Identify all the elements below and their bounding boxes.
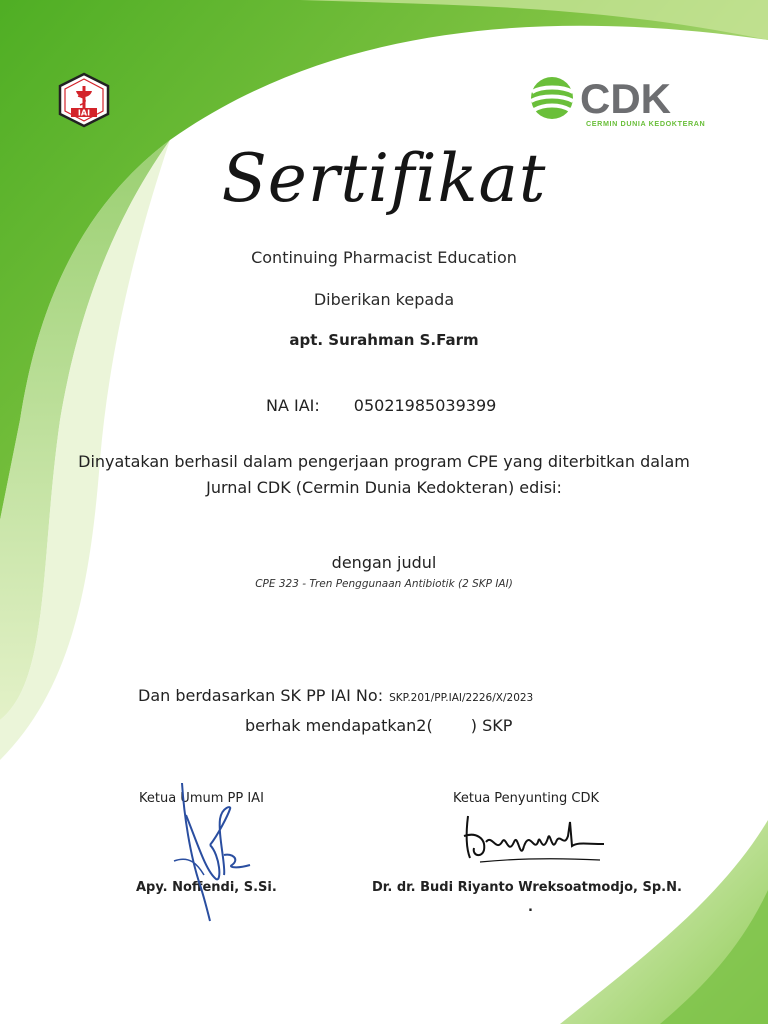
skp-prefix: berhak mendapatkan xyxy=(245,716,417,735)
na-iai-label: NA IAI: xyxy=(266,396,320,415)
signatory-2-role: Ketua Penyunting CDK xyxy=(453,791,600,806)
cdk-globe-icon xyxy=(528,72,718,134)
iai-logo xyxy=(56,72,112,128)
skp-suffix: SKP xyxy=(482,716,513,735)
cdk-logo xyxy=(528,72,718,134)
statement-line-2: Jurnal CDK (Cermin Dunia Kedokteran) edisi: xyxy=(206,478,562,497)
certificate-subtitle: Continuing Pharmacist Education xyxy=(251,248,517,267)
statement-text xyxy=(0,449,768,501)
sk-label: Dan berdasarkan SK PP IAI No: xyxy=(138,686,384,705)
na-iai-row xyxy=(266,396,496,415)
signature-2-image xyxy=(460,812,610,872)
with-title-label: dengan judul xyxy=(331,553,437,572)
na-iai-number: 05021985039399 xyxy=(353,396,497,415)
skp-close-paren: ) xyxy=(470,716,477,735)
signature-1-image xyxy=(170,775,260,925)
signatory-2-name: Dr. dr. Budi Riyanto Wreksoatmodjo, Sp.N. xyxy=(372,880,682,895)
svg-text:CDK: CDK xyxy=(580,75,671,122)
certificate-title: Sertifikat xyxy=(221,140,547,217)
iai-emblem-icon xyxy=(56,72,112,128)
recipient-name: apt. Surahman S.Farm xyxy=(289,331,479,349)
cpe-title: CPE 323 - Tren Penggunaan Antibiotik (2 SKP IAI) xyxy=(255,578,513,590)
skp-value: 2 xyxy=(416,716,427,735)
skp-row xyxy=(245,716,512,735)
signatory-1-name: Apy. Noffendi, S.Si. xyxy=(136,880,277,895)
svg-text:IAI: IAI xyxy=(77,108,91,118)
sk-number: SKP.201/PP.IAI/2226/X/2023 xyxy=(389,692,534,704)
skp-open-paren: ( xyxy=(426,716,433,735)
given-to-label: Diberikan kepada xyxy=(313,290,455,309)
sk-row xyxy=(138,686,533,705)
signatory-1-role: Ketua Umum PP IAI xyxy=(139,791,264,806)
svg-text:CERMIN DUNIA KEDOKTERAN: CERMIN DUNIA KEDOKTERAN xyxy=(586,119,706,128)
statement-line-1: Dinyatakan berhasil dalam pengerjaan program CPE yang diterbitkan dalam xyxy=(78,452,690,471)
signatory-2-suffix: . xyxy=(528,900,533,915)
